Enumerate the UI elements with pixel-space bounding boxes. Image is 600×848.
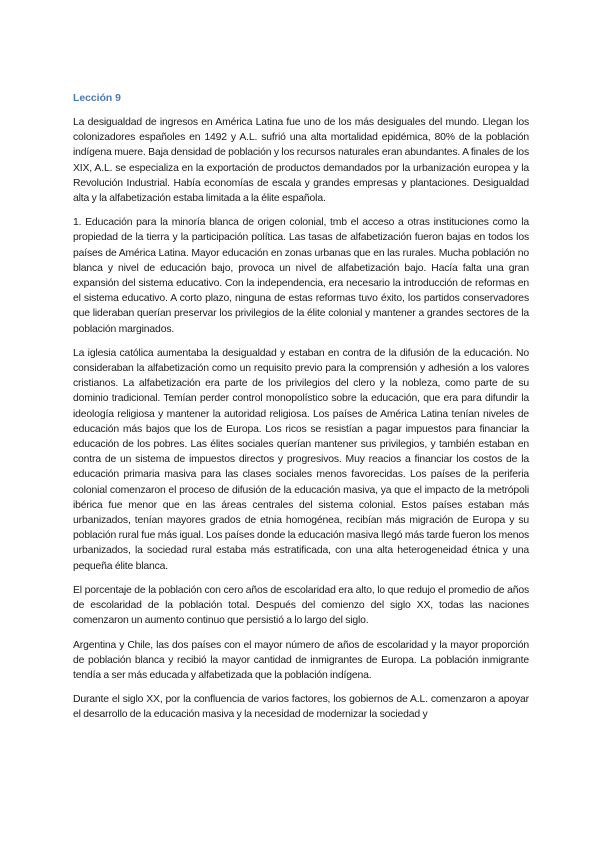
paragraph-schooling-percentage: El porcentaje de la población con cero años de escolaridad era alto, lo que redujo el promedio de años de escolaridad de la población total. Después del comienzo del siglo XX, todas las naciones comenzaron un aumento continuo que persistió a lo largo del siglo. bbox=[73, 584, 529, 627]
paragraph-twentieth-century: Durante el siglo XX, por la confluencia de varios factores, los gobiernos de A.L. comenzaron a apoyar el desarrollo de la educación masiva y la necesidad de modernizar la sociedad y bbox=[73, 694, 529, 721]
lesson-heading: Lección 9 bbox=[73, 93, 121, 104]
document-page bbox=[73, 92, 529, 732]
paragraph-argentina-chile: Argentina y Chile, las dos países con el mayor número de años de escolaridad y la mayor proporción de población blanca y recibió la mayor cantidad de inmigrantes de Europa. La población inmigrante tendía a ser más educada y alfabetizada que la población indígena. bbox=[73, 639, 529, 681]
paragraph-intro: La desigualdad de ingresos en América Latina fue uno de los más desiguales del mundo. Llegan los colonizadores españoles en 1492 y A.L. sufrió una alta mortalidad epidémica, 80% de la población indígena muere. Baja densidad de población y los recursos naturales eran abundantes. A finales de los XIX, A.L. se especializa en la exportación de productos demandados por la urbanización europea y la Revolución Industrial. Había economías de escala y grandes empresas y plantaciones. Desigualdad alta y la alfabetización estaba limitada a la élite española. bbox=[73, 117, 529, 205]
paragraph-catholic-church: La iglesia católica aumentaba la desigualdad y estaban en contra de la difusión de la educación. No consideraban la alfabetización como un requisito previo para la comprensión y adhesión a los valores cristianos. La alfabetización era parte de los privilegios del clero y la nobleza, como parte de su dominio tradicional. Temían perder control monopolístico sobre la educación, que era para difundir la ideología religiosa y mantener la autoridad religiosa. Los países de América Latina tenían niveles de educación más bajos que los de Europa. Los ricos se resistían a pagar impuestos para financiar la educación de los pobres. Las élites sociales querían mantener sus privilegios, y también estaban en contra de un sistema de impuestos directos y progresivos. Muy reacios a financiar los costos de la educación primaria masiva para las clases sociales menos favorecidas. Los países de la periferia colonial comenzaron el proceso de difusión de la educación masiva, ya que el impacto de la metrópoli ibérica fue menor que en las áreas centrales del sistema colonial. Estos países estaban más urbanizados, tenían mayores grados de etnia homogénea, recibían más migración de Europa y su población rural fue más igual. Los países donde la educación masiva llegó más tarde fueron los menos urbanizados, la sociedad rural estaba más estratificada, con una alta heterogeneidad étnica y una pequeña élite blanca. bbox=[73, 347, 529, 572]
paragraph-education-minority: 1. Educación para la minoría blanca de origen colonial, tmb el acceso a otras instituciones como la propiedad de la tierra y la participación política. Las tasas de alfabetización fueron bajas en todos los países de América Latina. Mayor educación en zonas urbanas que en las rurales. Mucha población no blanca y nivel de educación bajo, provoca un nivel de alfabetización bajo. Hacía falta una gran expansión del sistema educativo. Con la independencia, era necesario la introducción de reformas en el sistema educativo. A corto plazo, ninguna de estas reformas tuvo éxito, los partidos conservadores que lideraban querían preservar los privilegios de la élite colonial y mantener a grandes sectores de la población marginados. bbox=[73, 217, 529, 335]
